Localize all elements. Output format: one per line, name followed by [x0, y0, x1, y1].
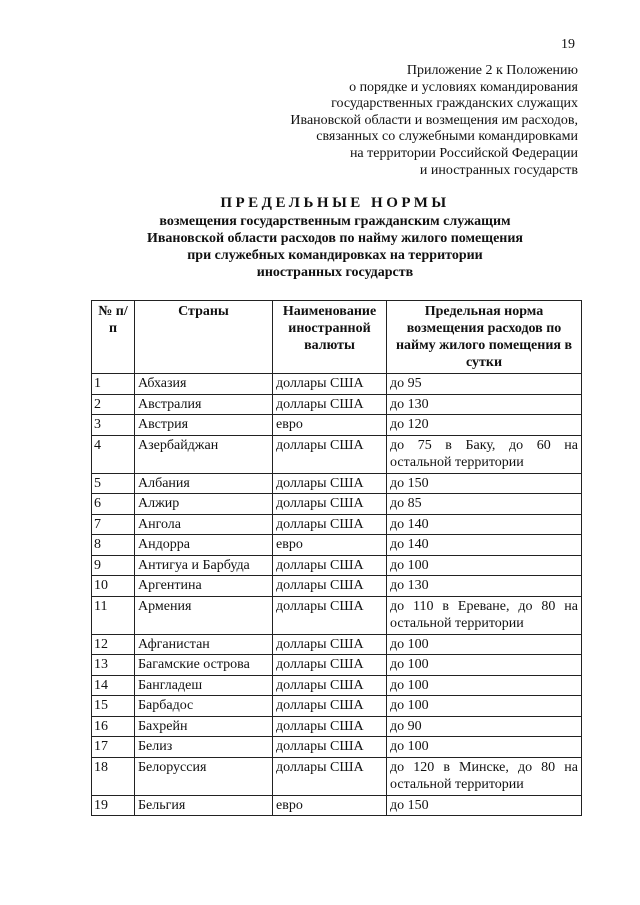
- row-currency: доллары США: [273, 757, 387, 795]
- row-currency: доллары США: [273, 435, 387, 473]
- row-country: Багамские острова: [135, 655, 273, 676]
- row-num: 16: [92, 716, 135, 737]
- row-country: Абхазия: [135, 374, 273, 395]
- table-row: [92, 576, 582, 597]
- table-row: [92, 555, 582, 576]
- row-country: Бахрейн: [135, 716, 273, 737]
- row-country: Белиз: [135, 737, 273, 758]
- row-norm: до 120 в Минске, до 80 на остальной территории: [387, 757, 582, 795]
- row-norm: до 100: [387, 737, 582, 758]
- table-header-row: [92, 301, 582, 374]
- table-row: [92, 757, 582, 795]
- row-country: Бельгия: [135, 795, 273, 816]
- row-currency: доллары США: [273, 576, 387, 597]
- row-norm: до 95: [387, 374, 582, 395]
- row-num: 6: [92, 494, 135, 515]
- annex-line: о порядке и условиях командирования: [349, 79, 578, 95]
- row-currency: доллары США: [273, 596, 387, 634]
- row-currency: доллары США: [273, 394, 387, 415]
- row-currency: доллары США: [273, 655, 387, 676]
- row-norm: до 110 в Ереване, до 80 на остальной территории: [387, 596, 582, 634]
- table-row: [92, 435, 582, 473]
- row-currency: евро: [273, 795, 387, 816]
- row-num: 10: [92, 576, 135, 597]
- row-norm: до 100: [387, 555, 582, 576]
- annex-line: Приложение 2 к Положению: [406, 63, 578, 78]
- table-row: [92, 596, 582, 634]
- row-country: Белоруссия: [135, 757, 273, 795]
- row-currency: евро: [273, 535, 387, 556]
- row-country: Армения: [135, 596, 273, 634]
- row-norm: до 100: [387, 634, 582, 655]
- row-norm: до 150: [387, 473, 582, 494]
- row-country: Барбадос: [135, 696, 273, 717]
- row-num: 2: [92, 394, 135, 415]
- row-norm: до 100: [387, 655, 582, 676]
- title-subtitle-line: при служебных командировках на территории: [187, 248, 483, 263]
- row-currency: доллары США: [273, 716, 387, 737]
- row-currency: доллары США: [273, 374, 387, 395]
- row-country: Австрия: [135, 415, 273, 436]
- row-country: Афганистан: [135, 634, 273, 655]
- row-num: 5: [92, 473, 135, 494]
- row-country: Аргентина: [135, 576, 273, 597]
- row-num: 18: [92, 757, 135, 795]
- table-row: [92, 655, 582, 676]
- row-norm: до 100: [387, 696, 582, 717]
- row-norm: до 75 в Баку, до 60 на остальной территории: [387, 435, 582, 473]
- row-num: 12: [92, 634, 135, 655]
- header-norm: Предельная норма возмещения расходов по найму жилого помещения в сутки: [387, 301, 582, 374]
- row-num: 11: [92, 596, 135, 634]
- annex-line: и иностранных государств: [419, 162, 578, 178]
- header-num: № п/п: [92, 301, 135, 374]
- row-country: Ангола: [135, 514, 273, 535]
- header-country: Страны: [135, 301, 273, 374]
- row-num: 13: [92, 655, 135, 676]
- row-norm: до 130: [387, 576, 582, 597]
- row-currency: доллары США: [273, 737, 387, 758]
- table-row: [92, 737, 582, 758]
- annex-reference: [290, 63, 578, 179]
- row-num: 3: [92, 415, 135, 436]
- row-country: Азербайджан: [135, 435, 273, 473]
- row-num: 17: [92, 737, 135, 758]
- row-currency: доллары США: [273, 494, 387, 515]
- table-row: [92, 394, 582, 415]
- row-currency: доллары США: [273, 514, 387, 535]
- table-row: [92, 374, 582, 395]
- row-num: 7: [92, 514, 135, 535]
- row-country: Бангладеш: [135, 675, 273, 696]
- row-norm: до 100: [387, 675, 582, 696]
- row-norm: до 90: [387, 716, 582, 737]
- row-country: Албания: [135, 473, 273, 494]
- row-norm: до 140: [387, 514, 582, 535]
- annex-line: Ивановской области и возмещения им расходов,: [290, 112, 578, 128]
- title-subtitle-line: иностранных государств: [256, 265, 414, 280]
- row-country: Австралия: [135, 394, 273, 415]
- title-heading: ПРЕДЕЛЬНЫЕ НОРМЫ: [220, 195, 450, 211]
- row-norm: до 120: [387, 415, 582, 436]
- row-num: 19: [92, 795, 135, 816]
- table-row: [92, 716, 582, 737]
- annex-line: государственных гражданских служащих: [331, 96, 578, 112]
- row-num: 1: [92, 374, 135, 395]
- page-number: 19: [561, 37, 575, 52]
- document-title: [90, 195, 580, 281]
- annex-line: на территории Российской Федерации: [349, 145, 578, 161]
- table-row: [92, 494, 582, 515]
- row-currency: евро: [273, 415, 387, 436]
- table-row: [92, 696, 582, 717]
- row-num: 9: [92, 555, 135, 576]
- row-num: 8: [92, 535, 135, 556]
- norms-table: [91, 300, 582, 816]
- row-norm: до 85: [387, 494, 582, 515]
- row-currency: доллары США: [273, 696, 387, 717]
- row-currency: доллары США: [273, 473, 387, 494]
- row-currency: доллары США: [273, 555, 387, 576]
- table-row: [92, 634, 582, 655]
- row-norm: до 130: [387, 394, 582, 415]
- annex-line: связанных со служебными командировками: [316, 129, 578, 145]
- row-currency: доллары США: [273, 634, 387, 655]
- table-row: [92, 415, 582, 436]
- row-country: Алжир: [135, 494, 273, 515]
- row-norm: до 140: [387, 535, 582, 556]
- row-num: 4: [92, 435, 135, 473]
- row-currency: доллары США: [273, 675, 387, 696]
- table-row: [92, 473, 582, 494]
- row-norm: до 150: [387, 795, 582, 816]
- header-currency: Наименование иностранной валюты: [273, 301, 387, 374]
- table-row: [92, 535, 582, 556]
- row-num: 14: [92, 675, 135, 696]
- title-subtitle-line: возмещения государственным гражданским служащим: [159, 214, 511, 229]
- row-country: Антигуа и Барбуда: [135, 555, 273, 576]
- table-row: [92, 795, 582, 816]
- row-country: Андорра: [135, 535, 273, 556]
- row-num: 15: [92, 696, 135, 717]
- title-subtitle-line: Ивановской области расходов по найму жилого помещения: [146, 231, 523, 246]
- table-row: [92, 675, 582, 696]
- table-row: [92, 514, 582, 535]
